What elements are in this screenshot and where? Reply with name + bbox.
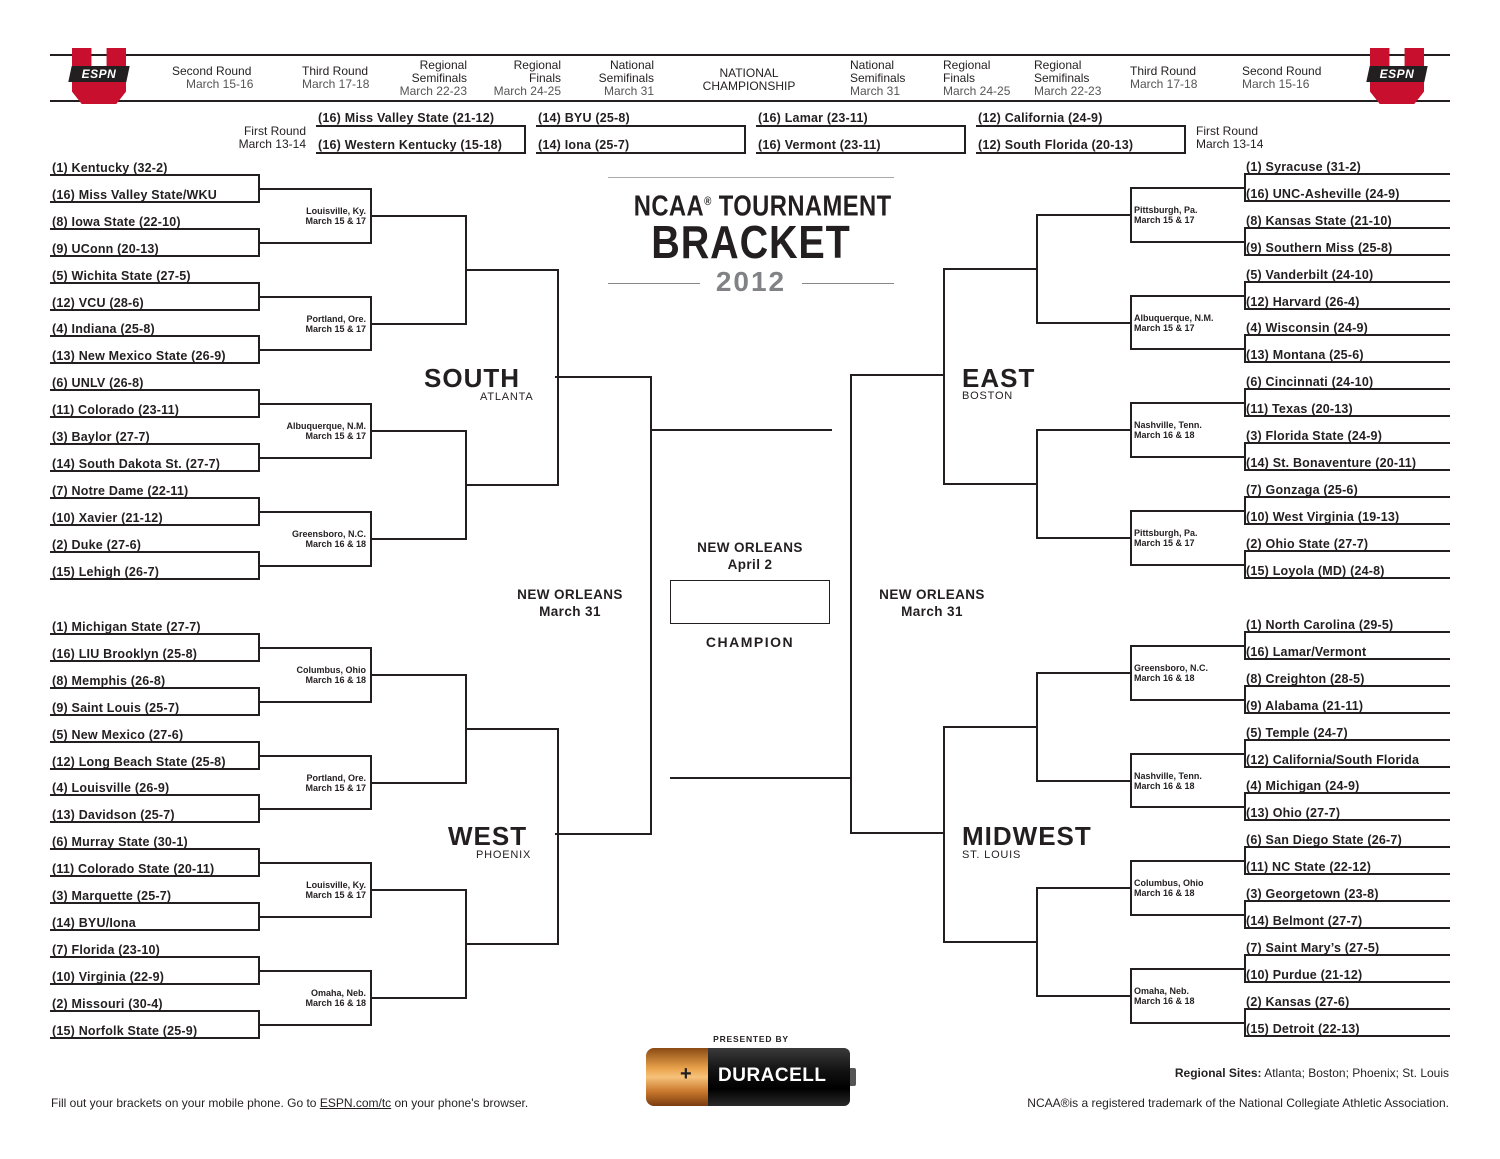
bracket-connector bbox=[1036, 672, 1038, 782]
team-name[interactable]: (4) Indiana (25-8) bbox=[52, 322, 155, 336]
venue-city: Nashville, Tenn. bbox=[1134, 420, 1202, 430]
venue-label bbox=[1134, 986, 1234, 1006]
venue-label bbox=[266, 421, 366, 441]
regional-final-connector bbox=[943, 268, 945, 485]
venue-dates: March 16 & 18 bbox=[1134, 996, 1195, 1006]
venue-label bbox=[1134, 771, 1234, 791]
team-name[interactable]: (8) Iowa State (22-10) bbox=[52, 215, 181, 229]
bracket-connector bbox=[1130, 187, 1132, 243]
bracket-connector bbox=[1036, 214, 1038, 324]
venue-dates: March 16 & 18 bbox=[305, 675, 366, 685]
header-national-championship: NATIONAL CHAMPIONSHIP bbox=[702, 66, 796, 93]
team-name[interactable]: (11) NC State (22-12) bbox=[1246, 860, 1372, 874]
semifinal-slot-south[interactable] bbox=[555, 376, 652, 378]
bracket-connector bbox=[1244, 227, 1246, 256]
third-round-slot[interactable] bbox=[370, 674, 465, 676]
second-round-slot[interactable] bbox=[258, 565, 370, 567]
second-round-slot[interactable] bbox=[1130, 402, 1244, 404]
first-round-line bbox=[756, 125, 964, 127]
header-top-rule bbox=[50, 54, 1450, 56]
team-name[interactable]: (2) Kansas (27-6) bbox=[1246, 995, 1350, 1009]
bracket-connector bbox=[1244, 739, 1246, 768]
venue-dates: March 16 & 18 bbox=[1134, 430, 1195, 440]
title-line-2: BRACKET bbox=[651, 216, 851, 268]
second-round-slot[interactable] bbox=[258, 916, 370, 918]
team-name[interactable]: (3) Florida State (24-9) bbox=[1246, 429, 1383, 443]
second-round-slot[interactable] bbox=[258, 457, 370, 459]
venue-city: Pittsburgh, Pa. bbox=[1134, 528, 1198, 538]
venue-dates: March 16 & 18 bbox=[305, 998, 366, 1008]
venue-dates: March 15 & 17 bbox=[1134, 323, 1195, 333]
venue-dates: March 16 & 18 bbox=[1134, 673, 1195, 683]
second-round-slot[interactable] bbox=[258, 349, 370, 351]
bracket-connector bbox=[1130, 753, 1132, 808]
semifinal-slot-west[interactable] bbox=[555, 833, 652, 835]
team-name[interactable]: (10) Xavier (21-12) bbox=[52, 511, 163, 525]
regional-semifinal-slot[interactable] bbox=[465, 484, 557, 486]
first-round-team[interactable]: (16) Miss Valley State (21-12) bbox=[318, 111, 495, 125]
second-round-slot[interactable] bbox=[258, 701, 370, 703]
second-round-slot[interactable] bbox=[1130, 645, 1244, 647]
venue-city: Omaha, Neb. bbox=[1134, 986, 1190, 996]
venue-label bbox=[266, 665, 366, 685]
bracket-connector bbox=[1244, 550, 1246, 579]
third-round-slot[interactable] bbox=[1036, 672, 1130, 674]
region-city-midwest: ST. LOUIS bbox=[962, 849, 1022, 861]
team-name[interactable]: (3) Marquette (25-7) bbox=[52, 889, 172, 903]
team-name[interactable]: (2) Duke (27-6) bbox=[52, 538, 142, 552]
regional-semifinal-slot[interactable] bbox=[465, 728, 557, 730]
team-name[interactable]: (6) UNLV (26-8) bbox=[52, 376, 144, 390]
regional-final-connector bbox=[557, 728, 559, 945]
region-city-west: PHOENIX bbox=[476, 849, 532, 861]
title-rule-right bbox=[802, 283, 894, 284]
venue-dates: March 15 & 17 bbox=[1134, 538, 1195, 548]
venue-dates: March 15 & 17 bbox=[305, 431, 366, 441]
bracket-connector bbox=[1244, 846, 1246, 875]
team-name[interactable]: (4) Michigan (24-9) bbox=[1246, 779, 1360, 793]
region-name-midwest: MIDWEST bbox=[962, 821, 1092, 851]
venue-city: Greensboro, N.C. bbox=[1134, 663, 1209, 673]
first-round-team[interactable]: (16) Vermont (23-11) bbox=[758, 138, 881, 152]
venue-city: Albuquerque, N.M. bbox=[286, 421, 366, 431]
venue-city: Omaha, Neb. bbox=[310, 988, 366, 998]
second-round-slot[interactable] bbox=[1130, 860, 1244, 862]
title-rule-left bbox=[608, 283, 700, 284]
bracket-connector bbox=[1130, 510, 1132, 566]
third-round-slot[interactable] bbox=[370, 215, 465, 217]
first-round-connector bbox=[1184, 125, 1186, 154]
venue-city: Portland, Ore. bbox=[306, 314, 366, 324]
team-name[interactable]: (12) Harvard (26-4) bbox=[1246, 295, 1360, 309]
team-name[interactable]: (12) VCU (28-6) bbox=[52, 296, 144, 310]
team-name[interactable]: (10) Purdue (21-12) bbox=[1246, 968, 1363, 982]
team-name[interactable]: (6) Cincinnati (24-10) bbox=[1246, 375, 1374, 389]
third-round-slot[interactable] bbox=[1036, 214, 1130, 216]
team-name[interactable]: (14) BYU/Iona bbox=[52, 916, 136, 930]
team-name[interactable]: (16) Miss Valley State/WKU bbox=[52, 188, 217, 202]
champion-label: CHAMPION bbox=[705, 634, 795, 650]
venue-city: Portland, Ore. bbox=[306, 773, 366, 783]
venue-dates: March 16 & 18 bbox=[1134, 888, 1195, 898]
venue-dates: March 15 & 17 bbox=[1134, 215, 1195, 225]
semifinal-connector-right bbox=[850, 374, 852, 834]
regional-final-connector bbox=[943, 726, 945, 943]
first-round-team[interactable]: (16) Western Kentucky (15-18) bbox=[318, 138, 503, 152]
venue-city: Columbus, Ohio bbox=[1134, 878, 1204, 888]
bracket-connector bbox=[1244, 173, 1246, 202]
first-round-line bbox=[976, 152, 1184, 154]
header-round: Regional Finals March 24-25 bbox=[493, 58, 561, 98]
first-round-team[interactable]: (12) California (24-9) bbox=[978, 111, 1103, 125]
regional-semifinal-slot[interactable] bbox=[943, 726, 1036, 728]
regional-semifinal-slot[interactable] bbox=[943, 268, 1036, 270]
header-round: Second Round March 15-16 bbox=[172, 64, 254, 91]
first-round-team[interactable]: (14) BYU (25-8) bbox=[538, 111, 630, 125]
team-name[interactable]: (7) Gonzaga (25-6) bbox=[1246, 483, 1358, 497]
team-name[interactable]: (4) Louisville (26-9) bbox=[52, 781, 170, 795]
venue-city: Columbus, Ohio bbox=[296, 665, 366, 675]
venue-label bbox=[1134, 313, 1234, 333]
third-round-slot[interactable] bbox=[1036, 995, 1130, 997]
header-round: Regional Semifinals March 22-23 bbox=[399, 58, 467, 98]
title-top-rule bbox=[608, 177, 894, 178]
first-round-team[interactable]: (14) Iona (25-7) bbox=[538, 138, 630, 152]
header-round: Regional Semifinals March 22-23 bbox=[1034, 58, 1102, 98]
venue-label bbox=[1134, 205, 1234, 225]
bracket-connector bbox=[1244, 900, 1246, 929]
second-round-slot[interactable] bbox=[1130, 187, 1244, 189]
team-name[interactable]: (5) Wichita State (27-5) bbox=[52, 269, 191, 283]
presented-by: PRESENTED BY bbox=[713, 1034, 789, 1044]
final-slot-left[interactable] bbox=[650, 429, 832, 431]
first-round-label-right: First Round March 13-14 bbox=[1196, 124, 1264, 151]
venue-city: Albuquerque, N.M. bbox=[1134, 313, 1214, 323]
team-name[interactable]: (15) Lehigh (26-7) bbox=[52, 565, 160, 579]
team-name[interactable]: (12) Long Beach State (25-8) bbox=[52, 755, 226, 769]
second-round-slot[interactable] bbox=[1130, 968, 1244, 970]
first-round-line bbox=[536, 152, 744, 154]
third-round-slot[interactable] bbox=[1036, 322, 1130, 324]
semifinal-site-right: NEW ORLEANS March 31 bbox=[879, 587, 985, 619]
team-name[interactable]: (13) New Mexico State (26-9) bbox=[52, 349, 226, 363]
team-name[interactable]: (9) Alabama (21-11) bbox=[1246, 699, 1364, 713]
duracell-battery-logo: + DURACELL bbox=[646, 1048, 856, 1106]
bracket-connector bbox=[1130, 295, 1132, 350]
bracket-connector bbox=[1244, 685, 1246, 714]
semifinal-site-left: NEW ORLEANS March 31 bbox=[517, 587, 623, 619]
region-name-east: EAST bbox=[962, 363, 1036, 393]
team-name[interactable]: (5) Vanderbilt (24-10) bbox=[1246, 268, 1374, 282]
header-round: National Semifinals March 31 bbox=[850, 58, 906, 98]
first-round-line bbox=[976, 125, 1184, 127]
team-name[interactable]: (15) Norfolk State (25-9) bbox=[52, 1024, 198, 1038]
first-round-line bbox=[756, 152, 964, 154]
regional-semifinal-slot[interactable] bbox=[943, 483, 1036, 485]
bracket-connector bbox=[1244, 442, 1246, 471]
third-round-slot[interactable] bbox=[1036, 887, 1130, 889]
team-name[interactable]: (8) Creighton (28-5) bbox=[1246, 672, 1365, 686]
second-round-slot[interactable] bbox=[258, 808, 370, 810]
third-round-slot[interactable] bbox=[370, 997, 465, 999]
regional-semifinal-slot[interactable] bbox=[465, 269, 557, 271]
duracell-wordmark: DURACELL bbox=[718, 1065, 827, 1086]
venue-dates: March 15 & 17 bbox=[305, 324, 366, 334]
venue-label bbox=[1134, 420, 1234, 440]
third-round-slot[interactable] bbox=[370, 889, 465, 891]
venue-label bbox=[1134, 878, 1234, 898]
second-round-slot[interactable] bbox=[1130, 456, 1244, 458]
team-name[interactable]: (2) Missouri (30-4) bbox=[52, 997, 163, 1011]
third-round-slot[interactable] bbox=[1036, 429, 1130, 431]
header-round: Second Round March 15-16 bbox=[1242, 64, 1322, 91]
team-name[interactable]: (7) Saint Mary’s (27-5) bbox=[1246, 941, 1380, 955]
second-round-slot[interactable] bbox=[1130, 753, 1244, 755]
team-name[interactable]: (9) Saint Louis (25-7) bbox=[52, 701, 180, 715]
bracket-connector bbox=[1036, 887, 1038, 997]
third-round-slot[interactable] bbox=[1036, 537, 1130, 539]
championship-site: NEW ORLEANS April 2 bbox=[697, 540, 803, 572]
region-name-south: SOUTH bbox=[424, 363, 520, 393]
venue-label bbox=[266, 314, 366, 334]
second-round-slot[interactable] bbox=[1130, 1022, 1244, 1024]
final-slot-right[interactable] bbox=[670, 777, 852, 779]
first-round-connector bbox=[964, 125, 966, 154]
bracket-connector bbox=[1244, 954, 1246, 983]
team-name[interactable]: (1) Kentucky (32-2) bbox=[52, 161, 168, 175]
header-round: Regional Finals March 24-25 bbox=[943, 58, 1011, 98]
venue-city: Nashville, Tenn. bbox=[1134, 771, 1202, 781]
team-name[interactable]: (1) Michigan State (27-7) bbox=[52, 620, 201, 634]
team-name[interactable]: (5) Temple (24-7) bbox=[1246, 726, 1348, 740]
team-name[interactable]: (16) LIU Brooklyn (25-8) bbox=[52, 647, 198, 661]
bracket-connector bbox=[1244, 1008, 1246, 1037]
header-bottom-rule bbox=[50, 100, 1450, 102]
team-name[interactable]: (14) Belmont (27-7) bbox=[1246, 914, 1363, 928]
team-name[interactable]: (10) Virginia (22-9) bbox=[52, 970, 165, 984]
team-name[interactable]: (11) Colorado State (20-11) bbox=[52, 862, 215, 876]
champion-box[interactable] bbox=[670, 580, 830, 624]
title-year: 2012 bbox=[715, 266, 787, 297]
header-round: National Semifinals March 31 bbox=[598, 58, 654, 98]
bracket-connector bbox=[1130, 860, 1132, 916]
espn-u-logo-left: ESPN bbox=[70, 48, 128, 104]
bracket-connector bbox=[1130, 968, 1132, 1024]
bracket-connector bbox=[1244, 792, 1246, 821]
team-name[interactable]: (16) Lamar/Vermont bbox=[1246, 645, 1367, 659]
second-round-slot[interactable] bbox=[258, 511, 370, 513]
team-name[interactable]: (3) Georgetown (23-8) bbox=[1246, 887, 1379, 901]
team-name[interactable]: (4) Wisconsin (24-9) bbox=[1246, 321, 1368, 335]
bracket-connector bbox=[1130, 402, 1132, 458]
team-name[interactable]: (5) New Mexico (27-6) bbox=[52, 728, 184, 742]
venue-label bbox=[266, 773, 366, 793]
first-round-label-left: First Round March 13-14 bbox=[238, 124, 306, 151]
third-round-slot[interactable] bbox=[370, 782, 465, 784]
team-name[interactable]: (7) Notre Dame (22-11) bbox=[52, 484, 189, 498]
team-name[interactable]: (13) Montana (25-6) bbox=[1246, 348, 1364, 362]
first-round-team[interactable]: (16) Lamar (23-11) bbox=[758, 111, 868, 125]
team-name[interactable]: (10) West Virginia (19-13) bbox=[1246, 510, 1400, 524]
first-round-line bbox=[316, 125, 524, 127]
team-name[interactable]: (6) Murray State (30-1) bbox=[52, 835, 188, 849]
second-round-slot[interactable] bbox=[258, 188, 370, 190]
team-name[interactable]: (15) Loyola (MD) (24-8) bbox=[1246, 564, 1385, 578]
third-round-slot[interactable] bbox=[1036, 780, 1130, 782]
semifinal-slot-east[interactable] bbox=[850, 374, 944, 376]
second-round-slot[interactable] bbox=[1130, 510, 1244, 512]
team-name[interactable]: (15) Detroit (22-13) bbox=[1246, 1022, 1360, 1036]
header-round: Third Round March 17-18 bbox=[1130, 64, 1198, 91]
venue-dates: March 16 & 18 bbox=[1134, 781, 1195, 791]
espn-mobile-link[interactable]: ESPN.com/tc bbox=[319, 1096, 392, 1110]
espn-u-logo-right: ESPN bbox=[1368, 48, 1426, 104]
region-city-south: ATLANTA bbox=[480, 391, 534, 403]
venue-label bbox=[1134, 528, 1234, 548]
second-round-slot[interactable] bbox=[1130, 699, 1244, 701]
bracket-connector bbox=[1244, 281, 1246, 310]
bracket-connector bbox=[1244, 334, 1246, 363]
venue-label bbox=[266, 529, 366, 549]
first-round-connector bbox=[524, 125, 526, 154]
trademark-notice: NCAA®is a registered trademark of the National Collegiate Athletic Association. bbox=[1027, 1096, 1449, 1110]
first-round-team[interactable]: (12) South Florida (20-13) bbox=[978, 138, 1134, 152]
bracket-connector bbox=[1244, 496, 1246, 525]
second-round-slot[interactable] bbox=[1130, 564, 1244, 566]
second-round-slot[interactable] bbox=[258, 1024, 370, 1026]
region-city-east: BOSTON bbox=[962, 390, 1014, 402]
second-round-slot[interactable] bbox=[1130, 806, 1244, 808]
venue-label bbox=[1134, 663, 1234, 683]
second-round-slot[interactable] bbox=[258, 970, 370, 972]
third-round-slot[interactable] bbox=[370, 538, 465, 540]
venue-label bbox=[266, 206, 366, 226]
team-name[interactable]: (9) Southern Miss (25-8) bbox=[1246, 241, 1393, 255]
venue-dates: March 15 & 17 bbox=[305, 783, 366, 793]
second-round-slot[interactable] bbox=[1130, 295, 1244, 297]
team-name[interactable]: (12) California/South Florida bbox=[1246, 753, 1420, 767]
team-name[interactable]: (11) Colorado (23-11) bbox=[52, 403, 180, 417]
venue-city: Louisville, Ky. bbox=[306, 880, 366, 890]
team-name[interactable]: (1) Syracuse (31-2) bbox=[1246, 160, 1361, 174]
regional-sites: Regional Sites: Atlanta; Boston; Phoenix; St. Louis bbox=[1174, 1066, 1449, 1080]
team-name[interactable]: (14) St. Bonaventure (20-11) bbox=[1246, 456, 1417, 470]
second-round-slot[interactable] bbox=[258, 862, 370, 864]
team-name[interactable]: (14) South Dakota St. (27-7) bbox=[52, 457, 221, 471]
venue-city: Louisville, Ky. bbox=[306, 206, 366, 216]
bracket-connector bbox=[1244, 631, 1246, 660]
semifinal-slot-midwest[interactable] bbox=[850, 832, 944, 834]
second-round-slot[interactable] bbox=[258, 242, 370, 244]
first-round-line bbox=[316, 152, 524, 154]
title-line-1: NCAA® TOURNAMENT bbox=[633, 190, 892, 223]
bracket-connector bbox=[1036, 429, 1038, 539]
team-name[interactable]: (2) Ohio State (27-7) bbox=[1246, 537, 1369, 551]
team-name[interactable]: (3) Baylor (27-7) bbox=[52, 430, 150, 444]
first-round-line bbox=[536, 125, 744, 127]
venue-dates: March 15 & 17 bbox=[305, 890, 366, 900]
second-round-slot[interactable] bbox=[1130, 241, 1244, 243]
third-round-slot[interactable] bbox=[370, 430, 465, 432]
team-name[interactable]: (13) Ohio (27-7) bbox=[1246, 806, 1341, 820]
venue-label bbox=[266, 988, 366, 1008]
bracket-connector bbox=[1130, 645, 1132, 701]
team-name[interactable]: (8) Kansas State (21-10) bbox=[1246, 214, 1392, 228]
venue-city: Greensboro, N.C. bbox=[291, 529, 366, 539]
team-name[interactable]: (11) Texas (20-13) bbox=[1246, 402, 1353, 416]
team-name[interactable]: (16) UNC-Asheville (24-9) bbox=[1246, 187, 1400, 201]
semifinal-connector-left bbox=[650, 376, 652, 835]
team-name[interactable]: (9) UConn (20-13) bbox=[52, 242, 159, 256]
regional-semifinal-slot[interactable] bbox=[943, 941, 1036, 943]
venue-label bbox=[266, 880, 366, 900]
team-name[interactable]: (8) Memphis (26-8) bbox=[52, 674, 166, 688]
mobile-instructions: Fill out your brackets on your mobile phone. Go to ESPN.com/tc on your phone's browser. bbox=[51, 1096, 529, 1110]
second-round-slot[interactable] bbox=[1130, 914, 1244, 916]
venue-city: Pittsburgh, Pa. bbox=[1134, 205, 1198, 215]
venue-dates: March 16 & 18 bbox=[305, 539, 366, 549]
second-round-slot[interactable] bbox=[1130, 348, 1244, 350]
third-round-slot[interactable] bbox=[370, 323, 465, 325]
team-name[interactable]: (6) San Diego State (26-7) bbox=[1246, 833, 1402, 847]
second-round-slot[interactable] bbox=[258, 403, 370, 405]
regional-semifinal-slot[interactable] bbox=[465, 943, 557, 945]
second-round-slot[interactable] bbox=[258, 755, 370, 757]
venue-dates: March 15 & 17 bbox=[305, 216, 366, 226]
team-name[interactable]: (1) North Carolina (29-5) bbox=[1246, 618, 1394, 632]
header-round: Third Round March 17-18 bbox=[302, 64, 370, 91]
bracket-connector bbox=[1244, 388, 1246, 417]
team-name[interactable]: (13) Davidson (25-7) bbox=[52, 808, 175, 822]
region-name-west: WEST bbox=[448, 821, 528, 851]
second-round-slot[interactable] bbox=[258, 296, 370, 298]
second-round-slot[interactable] bbox=[258, 647, 370, 649]
first-round-connector bbox=[744, 125, 746, 154]
team-name[interactable]: (7) Florida (23-10) bbox=[52, 943, 160, 957]
